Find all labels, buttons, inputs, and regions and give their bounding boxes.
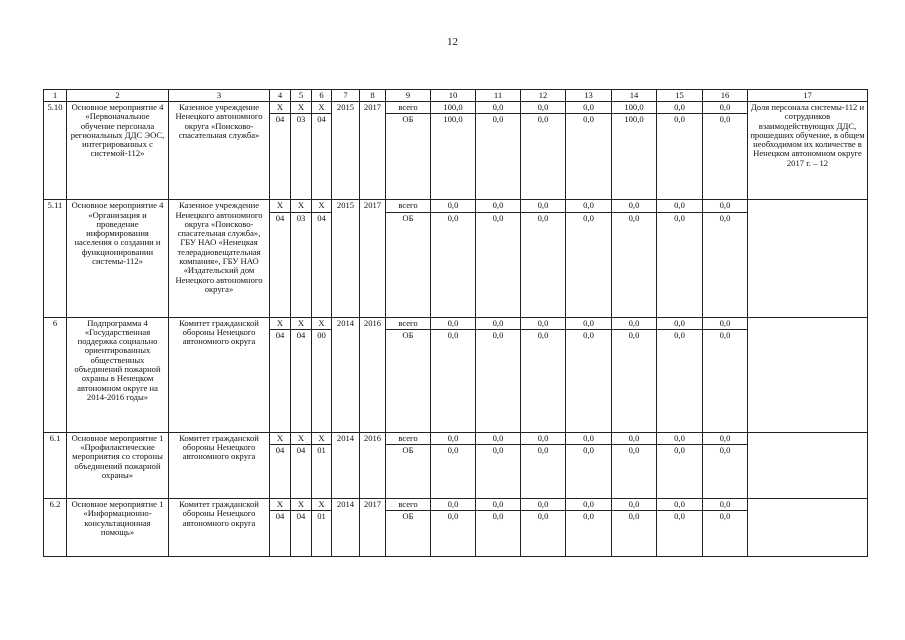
funding-value-14: 100,0	[612, 114, 657, 200]
program-table	[43, 89, 868, 557]
funding-value-14: 0,0	[612, 499, 657, 511]
code-col-6: Х	[312, 102, 332, 114]
funding-value-13: 0,0	[566, 329, 612, 432]
executor: Казенное учреждение Ненецкого автономного округа «Поисково-спасательная служба»	[169, 102, 270, 200]
funding-value-10: 100,0	[431, 102, 476, 114]
code-col-6: 04	[312, 114, 332, 200]
funding-value-14: 0,0	[612, 212, 657, 317]
start-year: 2015	[332, 102, 360, 200]
funding-value-10: 0,0	[431, 445, 476, 499]
funding-value-10: 0,0	[431, 212, 476, 317]
funding-value-14: 0,0	[612, 317, 657, 329]
table-row	[44, 432, 868, 444]
column-header-6: 6	[312, 90, 332, 102]
funding-value-13: 0,0	[566, 317, 612, 329]
code-col-4: 04	[270, 511, 291, 557]
end-year: 2017	[360, 102, 386, 200]
page-number: 12	[447, 36, 458, 48]
funding-value-12: 0,0	[521, 329, 566, 432]
code-col-4: 04	[270, 212, 291, 317]
code-col-4: Х	[270, 317, 291, 329]
expected-result: Доля персонала системы-112 и сотрудников взаимодействующих ДДС, прошедших обучение, в общем необходимом их количестве в Ненецком автономном округе 2017 г. – 12	[748, 102, 868, 200]
expected-result	[748, 499, 868, 557]
column-header-7: 7	[332, 90, 360, 102]
funding-value-10: 0,0	[431, 317, 476, 329]
code-col-4: Х	[270, 200, 291, 212]
column-header-3: 3	[169, 90, 270, 102]
column-header-14: 14	[612, 90, 657, 102]
code-col-5: Х	[291, 102, 312, 114]
funding-value-12: 0,0	[521, 511, 566, 557]
column-header-10: 10	[431, 90, 476, 102]
funding-value-15: 0,0	[657, 329, 703, 432]
funding-value-16: 0,0	[703, 329, 748, 432]
funding-value-12: 0,0	[521, 102, 566, 114]
activity-name: Подпрограмма 4 «Государственная поддержка социально ориентированных общественных объединений пожарной охраны в Ненецком автономном округе на 2014-2016 годы»	[67, 317, 169, 432]
executor: Комитет гражданской обороны Ненецкого автономного округа	[169, 317, 270, 432]
funding-source: ОБ	[386, 212, 431, 317]
funding-value-11: 0,0	[476, 102, 521, 114]
row-number: 6.1	[44, 432, 67, 498]
funding-value-16: 0,0	[703, 432, 748, 444]
end-year: 2017	[360, 499, 386, 557]
row-number: 6.2	[44, 499, 67, 557]
code-col-5: Х	[291, 499, 312, 511]
expected-result	[748, 317, 868, 432]
funding-source: ОБ	[386, 511, 431, 557]
funding-value-12: 0,0	[521, 445, 566, 499]
funding-value-11: 0,0	[476, 317, 521, 329]
funding-value-15: 0,0	[657, 200, 703, 212]
code-col-5: Х	[291, 200, 312, 212]
start-year: 2014	[332, 499, 360, 557]
column-header-5: 5	[291, 90, 312, 102]
table-row	[44, 102, 868, 114]
funding-value-11: 0,0	[476, 432, 521, 444]
funding-value-11: 0,0	[476, 212, 521, 317]
funding-value-12: 0,0	[521, 114, 566, 200]
funding-value-10: 0,0	[431, 432, 476, 444]
start-year: 2015	[332, 200, 360, 317]
column-header-16: 16	[703, 90, 748, 102]
funding-value-11: 0,0	[476, 329, 521, 432]
code-col-4: 04	[270, 114, 291, 200]
code-col-5: 04	[291, 329, 312, 432]
funding-value-10: 0,0	[431, 499, 476, 511]
code-col-5: Х	[291, 317, 312, 329]
funding-source: всего	[386, 200, 431, 212]
funding-value-10: 100,0	[431, 114, 476, 200]
code-col-6: 04	[312, 212, 332, 317]
funding-source: ОБ	[386, 329, 431, 432]
funding-value-16: 0,0	[703, 499, 748, 511]
code-col-4: Х	[270, 499, 291, 511]
table-row	[44, 317, 868, 329]
funding-value-13: 0,0	[566, 114, 612, 200]
column-header-9: 9	[386, 90, 431, 102]
funding-value-11: 0,0	[476, 114, 521, 200]
funding-value-13: 0,0	[566, 445, 612, 499]
funding-value-14: 0,0	[612, 329, 657, 432]
funding-value-15: 0,0	[657, 212, 703, 317]
start-year: 2014	[332, 317, 360, 432]
executor: Комитет гражданской обороны Ненецкого автономного округа	[169, 499, 270, 557]
funding-value-11: 0,0	[476, 445, 521, 499]
funding-value-15: 0,0	[657, 102, 703, 114]
column-header-12: 12	[521, 90, 566, 102]
funding-source: ОБ	[386, 445, 431, 499]
funding-value-16: 0,0	[703, 445, 748, 499]
end-year: 2016	[360, 317, 386, 432]
funding-value-13: 0,0	[566, 432, 612, 444]
funding-value-15: 0,0	[657, 499, 703, 511]
code-col-5: 04	[291, 511, 312, 557]
end-year: 2017	[360, 200, 386, 317]
funding-source: всего	[386, 317, 431, 329]
table-row	[44, 499, 868, 511]
funding-value-15: 0,0	[657, 432, 703, 444]
code-col-4: Х	[270, 102, 291, 114]
table-row	[44, 200, 868, 212]
code-col-6: 00	[312, 329, 332, 432]
code-col-4: 04	[270, 445, 291, 499]
executor: Комитет гражданской обороны Ненецкого автономного округа	[169, 432, 270, 498]
funding-value-15: 0,0	[657, 114, 703, 200]
activity-name: Основное мероприятие 1 «Профилактические мероприятия со стороны объединений пожарной охраны»	[67, 432, 169, 498]
header-row	[44, 90, 868, 102]
funding-value-13: 0,0	[566, 212, 612, 317]
row-number: 5.10	[44, 102, 67, 200]
funding-source: всего	[386, 499, 431, 511]
funding-value-14: 0,0	[612, 432, 657, 444]
funding-value-13: 0,0	[566, 511, 612, 557]
funding-value-12: 0,0	[521, 432, 566, 444]
funding-value-10: 0,0	[431, 200, 476, 212]
funding-value-16: 0,0	[703, 114, 748, 200]
code-col-5: 03	[291, 114, 312, 200]
column-header-17: 17	[748, 90, 868, 102]
funding-value-12: 0,0	[521, 200, 566, 212]
column-header-8: 8	[360, 90, 386, 102]
funding-value-10: 0,0	[431, 511, 476, 557]
funding-value-16: 0,0	[703, 200, 748, 212]
activity-name: Основное мероприятие 4 «Первоначальное обучение персонала региональных ДДС ЭОС, интегрированных с системой-112»	[67, 102, 169, 200]
funding-value-11: 0,0	[476, 499, 521, 511]
funding-value-12: 0,0	[521, 212, 566, 317]
funding-value-14: 0,0	[612, 511, 657, 557]
funding-value-10: 0,0	[431, 329, 476, 432]
funding-value-14: 100,0	[612, 102, 657, 114]
activity-name: Основное мероприятие 1 «Информационно-консультационная помощь»	[67, 499, 169, 557]
table-body	[44, 90, 868, 557]
row-number: 5.11	[44, 200, 67, 317]
funding-value-15: 0,0	[657, 317, 703, 329]
column-header-13: 13	[566, 90, 612, 102]
code-col-6: Х	[312, 499, 332, 511]
code-col-6: Х	[312, 200, 332, 212]
funding-value-16: 0,0	[703, 212, 748, 317]
code-col-5: 03	[291, 212, 312, 317]
funding-value-11: 0,0	[476, 200, 521, 212]
row-number: 6	[44, 317, 67, 432]
activity-name: Основное мероприятие 4 «Организация и проведение информирования населения о создании и функционировании системы-112»	[67, 200, 169, 317]
funding-source: всего	[386, 102, 431, 114]
start-year: 2014	[332, 432, 360, 498]
funding-source: ОБ	[386, 114, 431, 200]
column-header-15: 15	[657, 90, 703, 102]
funding-value-15: 0,0	[657, 445, 703, 499]
code-col-4: Х	[270, 432, 291, 444]
expected-result	[748, 432, 868, 498]
funding-source: всего	[386, 432, 431, 444]
funding-value-12: 0,0	[521, 317, 566, 329]
executor: Казенное учреждение Ненецкого автономного округа «Поисково-спасательная служба», ГБУ НАО «Ненецкая телерадиовещательная компания», ГБУ НАО «Издательский дом Ненецкого автономного округа»	[169, 200, 270, 317]
code-col-5: 04	[291, 445, 312, 499]
code-col-4: 04	[270, 329, 291, 432]
funding-value-13: 0,0	[566, 200, 612, 212]
column-header-4: 4	[270, 90, 291, 102]
code-col-5: Х	[291, 432, 312, 444]
funding-value-13: 0,0	[566, 499, 612, 511]
column-header-2: 2	[67, 90, 169, 102]
code-col-6: Х	[312, 317, 332, 329]
code-col-6: 01	[312, 445, 332, 499]
funding-value-13: 0,0	[566, 102, 612, 114]
funding-value-16: 0,0	[703, 317, 748, 329]
funding-value-16: 0,0	[703, 102, 748, 114]
code-col-6: 01	[312, 511, 332, 557]
expected-result	[748, 200, 868, 317]
funding-value-14: 0,0	[612, 445, 657, 499]
funding-value-12: 0,0	[521, 499, 566, 511]
funding-value-16: 0,0	[703, 511, 748, 557]
end-year: 2016	[360, 432, 386, 498]
funding-value-14: 0,0	[612, 200, 657, 212]
code-col-6: Х	[312, 432, 332, 444]
column-header-1: 1	[44, 90, 67, 102]
funding-value-15: 0,0	[657, 511, 703, 557]
funding-value-11: 0,0	[476, 511, 521, 557]
column-header-11: 11	[476, 90, 521, 102]
